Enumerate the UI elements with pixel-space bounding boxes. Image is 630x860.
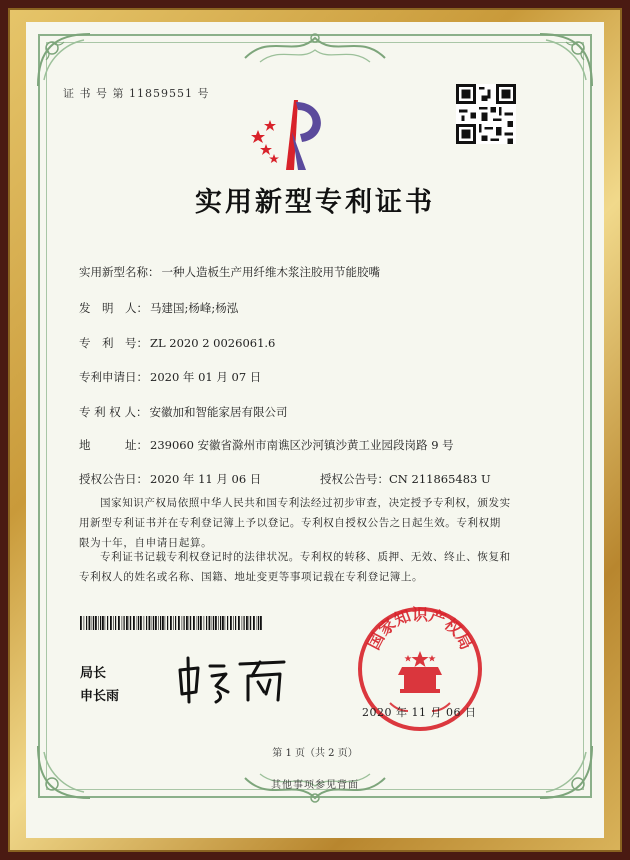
qr-code-icon — [456, 84, 516, 144]
field-value: 安徽加和智能家居有限公司 — [149, 405, 288, 419]
field-label: 授权公告日： — [79, 472, 148, 486]
svg-text:国家知识产权局 — [364, 605, 476, 653]
seal-date: 2020 年 11 月 06 日 — [362, 706, 477, 719]
field-label: 专 利 权 人： — [79, 405, 148, 419]
field-value: 2020 年 11 月 06 日 — [150, 472, 262, 486]
signature-icon — [172, 652, 292, 706]
field-patent-number — [79, 335, 275, 351]
top-ornament-icon — [240, 28, 390, 68]
page-number: 第 1 页（共 2 页） — [272, 748, 358, 759]
corner-ornament-icon — [536, 30, 596, 90]
director-title: 局长 — [80, 666, 107, 681]
grant-statement: 国家知识产权局依照中华人民共和国专利法经过初步审查，决定授予专利权，颁发实用新型专利证书并在专利登记簿上予以登记。专利权自授权公告之日起生效。专利权期限为十年，自申请日起算。 — [79, 497, 511, 549]
field-grant-date — [79, 471, 261, 487]
field-utility-model-name — [79, 264, 380, 280]
director-name: 申长雨 — [80, 689, 120, 704]
field-value: 马建国;杨峰;杨泓 — [150, 301, 239, 315]
field-value: 2020 年 01 月 07 日 — [150, 370, 262, 384]
field-label: 授权公告号： — [320, 472, 389, 486]
field-label: 专 利 号： — [79, 336, 148, 350]
field-inventors — [79, 300, 238, 316]
field-patentee — [79, 404, 287, 420]
barcode-icon — [80, 616, 262, 630]
legal-status-statement: 专利证书记载专利权登记时的法律状况。专利权的转移、质押、无效、终止、恢复和专利权人的姓名或名称、国籍、地址变更等事项记载在专利登记簿上。 — [79, 551, 511, 583]
cnipa-logo-icon — [248, 92, 334, 176]
certificate-title: 实用新型专利证书 — [195, 187, 435, 218]
corner-ornament-icon — [34, 30, 94, 90]
field-announcement-number — [320, 471, 491, 487]
field-label: 地 址： — [79, 438, 148, 452]
field-value: ZL 2020 2 0026061.6 — [150, 336, 276, 350]
field-application-date — [79, 369, 261, 385]
field-value: 一种人造板生产用纤维木浆注胶用节能胶嘴 — [161, 265, 380, 279]
seal-text: 国家知识产权局 — [363, 605, 477, 653]
field-address — [79, 437, 454, 453]
field-value: CN 211865483 U — [389, 472, 491, 486]
field-label: 专利申请日： — [79, 370, 148, 384]
footer-note: 其他事项参见背面 — [271, 780, 359, 791]
field-label: 实用新型名称： — [79, 265, 160, 279]
field-label: 发 明 人： — [79, 301, 148, 315]
field-value: 239060 安徽省滁州市南谯区沙河镇沙黄工业园段岗路 9 号 — [150, 438, 454, 452]
certificate-number: 证 书 号 第 11859551 号 — [63, 87, 210, 100]
